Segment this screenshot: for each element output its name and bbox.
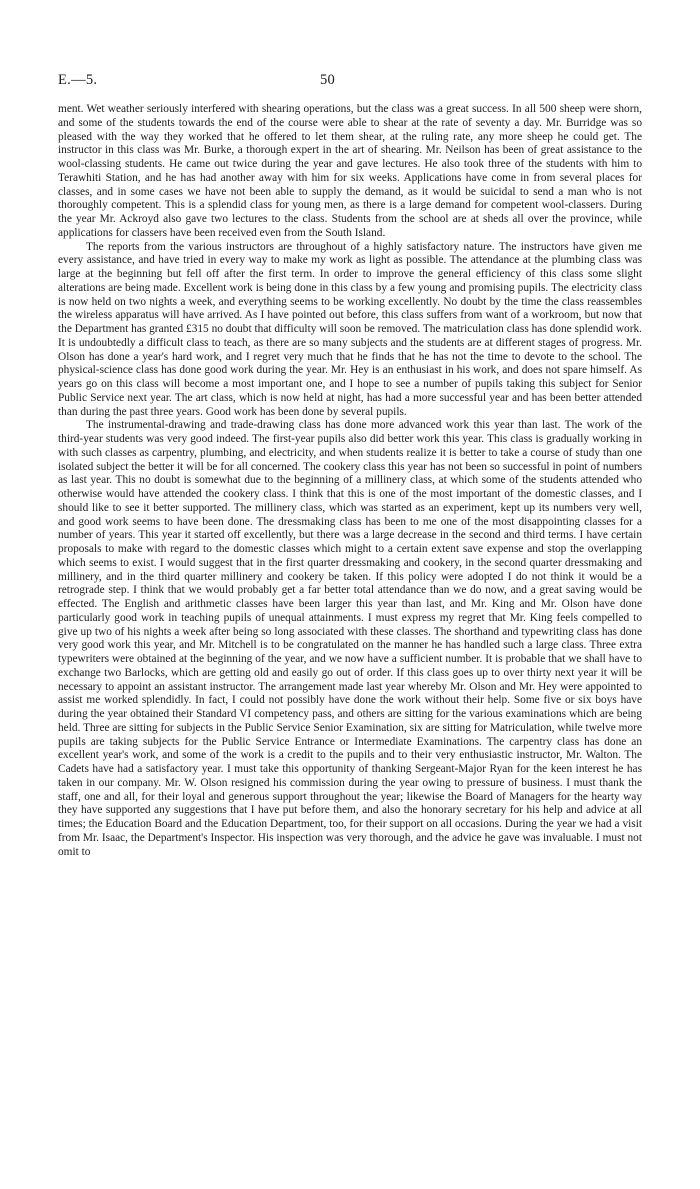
paragraph-drawing-and-domestic-classes: The instrumental-drawing and trade-drawing class has done more advanced work this year than last. The work of the third-year students was very good indeed. The first-year pupils also did better work this year. This class is gradually working in with such classes as carpentry, plumbing, and electricity, and when students realize it is better to take a course of study than one isolated subject the better it will be for all concerned. The cookery class this year has not been so successful in point of numbers as last year. This no doubt is somewhat due to the beginning of a millinery class, at which some of the students attended who otherwise would have attended the cookery class. I think that this is one of the most important of the domestic classes, and I should like to see it better supported. The millinery class, which was started as an experiment, kept up its numbers very well, and good work seems to have been done. The dressmaking class has been to me one of the most disappointing classes for a number of years. This year it started off excellently, but there was a large decrease in the second and third terms. I have certain proposals to make with regard to the domestic classes which might to a certain extent save expense and stop the overlapping which seems to exist. I would suggest that in the first quarter dressmaking and cookery, in the second quarter dressmaking and millinery, and in the third quarter millinery and cookery be taken. If this policy were adopted I do not think it would be a retrograde step. I think that we would probably get a far better total attendance than we do now, and a great saving would be effected. The English and arithmetic classes have been larger this year than last, and Mr. King and Mr. Olson have done particularly good work in teaching pupils of unequal attainments. I must express my regret that Mr. King feels compelled to give up two of his nights a week after being so long associated with these classes. The shorthand and typewriting class has done very good work this year, and Mr. Mitchell is to be congratulated on the manner he has handled such a large class. Three extra typewriters were obtained at the beginning of the year, and we now have a sufficient number. It is probable that we shall have to exchange two Barlocks, which are getting old and easily go out of order. If this class goes up to over thirty next year it will be necessary to appoint an assistant instructor. The arrangement made last year whereby Mr. Olson and Mr. Hey were appointed to assist me worked splendidly. In fact, I could not possibly have done the work without their help. Some five or six boys have during the year obtained their Standard VI competency pass, and others are sitting for the various examinations which are being held. Three are sitting for subjects in the Public Service Senior Examination, six are sitting for Matriculation, while twelve more pupils are taking subjects for the Public Service Entrance or Intermediate Examinations. The carpentry class has done an excellent year's work, and some of the work is a credit to the pupils and to their very enthusiastic instructor, Mr. Walton. The Cadets have had a satisfactory year. I must take this opportunity of thanking Sergeant-Major Ryan for the keen interest he has taken in our company. Mr. W. Olson resigned his commission during the year owing to pressure of business. I must thank the staff, one and all, for their loyal and generous support throughout the year; likewise the Board of Managers for the hearty way they have supported any suggestions that I have put before them, and also the honorary secretary for his help and advice at all times; the Education Board and the Education Department, too, for their support on all occasions. During the year we had a visit from Mr. Isaac, the Department's Inspector. His inspection was very thorough, and the advice he gave was invaluable. I must not omit to <box>58 419 642 858</box>
page-header <box>58 72 640 96</box>
paragraph-instructor-reports: The reports from the various instructors are throughout of a highly satisfactory nature. The instructors have given me every assistance, and have tried in every way to make my work as light as possible. The attendance at the plumbing class was large at the beginning but fell off after the first term. In order to improve the general efficiency of this class some slight alterations are being made. Excellent work is being done in this class by a few young and promising pupils. The electricity class is now held on two nights a week, and everything seems to be working excellently. No doubt by the time the class reassembles the wireless apparatus will have arrived. As I have pointed out before, this class suffers from want of a workroom, but now that the Department has granted £315 no doubt that difficulty will soon be removed. The matriculation class has done splendid work. It is undoubtedly a difficult class to teach, as there are so many subjects and the students are at different stages of progress. Mr. Olson has done a year's hard work, and I regret very much that he finds that he has not the time to devote to the school. The physical-science class has done good work during the year. Mr. Hey is an enthusiast in his work, and does not spare himself. As years go on this class will become a most important one, and I hope to see a number of pupils taking this subject for Senior Public Service next year. The art class, which is now held at night, has had a more successful year and has been better attended than during the past three years. Good work has been done by several pupils. <box>58 240 642 418</box>
document-code: E.—5. <box>58 72 98 88</box>
document-body <box>58 103 642 859</box>
paragraph-wool-classing: ment. Wet weather seriously interfered with shearing operations, but the class was a great success. In all 500 sheep were shorn, and some of the students towards the end of the course were able to shear at the rate of seventy a day. Mr. Burridge was so pleased with the way they worked that he offered to let them shear, at the ruling rate, any more sheep he could get. The instructor in this class was Mr. Burke, a thorough expert in the art of shearing. Mr. Neilson has been of great assistance to the wool-classing students. He came out twice during the year and gave lectures. He also took three of the students with him to Terawhiti Station, and he has had another away with him for six weeks. Applications have come in from several places for classes, and in some cases we have not been able to supply the demand, as it would be suicidal to send a man who is not thoroughly competent. This is a splendid class for young men, as there is a large demand for competent wool-classers. During the year Mr. Ackroyd also gave two lectures to the class. Students from the school are at sheds all over the province, while applications for classers have been received even from the South Island. <box>58 103 642 239</box>
page-number: 50 <box>320 72 336 88</box>
